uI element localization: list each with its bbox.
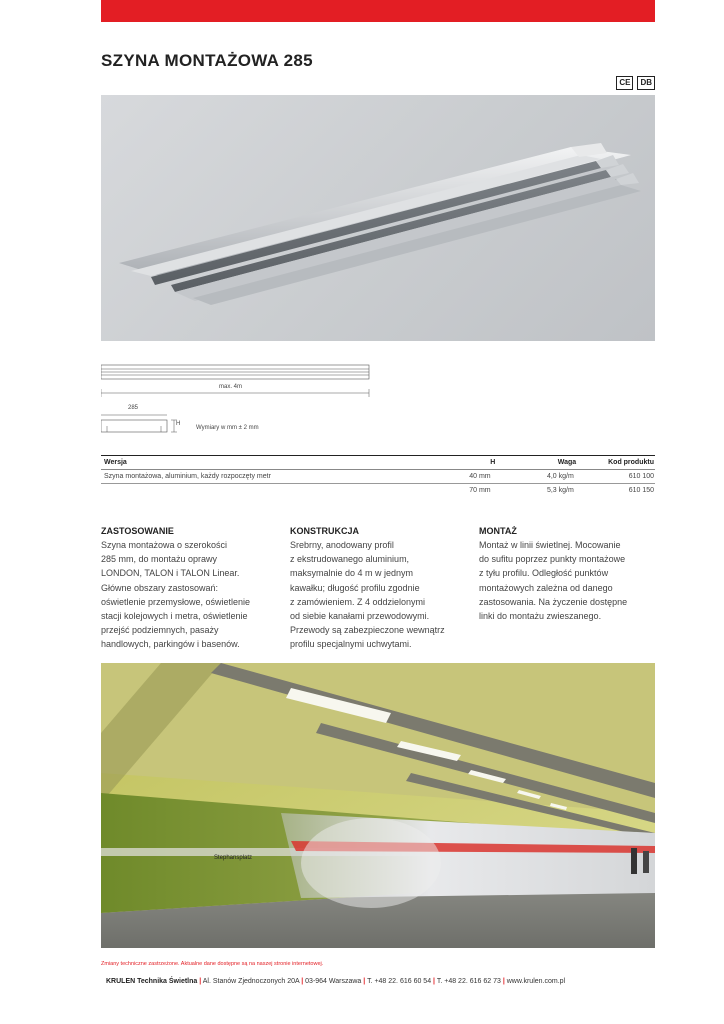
cell-waga: 5,3 kg/m [498,484,581,497]
section-line: z tyłu profilu. Odległość punktów [479,568,609,579]
phone: T. +48 22. 616 60 54 [367,978,432,985]
table-header [101,456,655,470]
section-line: handlowych, parkingów i basenów. [101,639,240,650]
section-line: Srebrny, anodowany profil [290,540,394,550]
separator: | [199,978,202,985]
fax: T. +48 22. 616 62 73 [436,978,501,985]
section-montaz [479,524,649,623]
cell-wersja [101,484,413,497]
city: 03-964 Warszawa [305,978,362,985]
company-name: KRULEN Technika Świetlna [106,978,198,985]
cell-h: 70 mm [413,484,498,497]
cell-kod: 610 100 [628,473,655,480]
address: Al. Stanów Zjednoczonych 20A [202,978,300,985]
h-label: H [176,421,181,427]
col-waga: Waga [557,459,577,466]
section-line: kawałku; długość profilu zgodnie [290,582,420,593]
col-kod: Kod produktu [608,459,654,466]
section-line: Montaż w linii świetlnej. Mocowanie [479,540,621,550]
section-line: do sufitu poprzez punkty montażowe [479,554,626,565]
product-photo [101,95,655,341]
website-link[interactable]: www.krulen.com.pl [506,978,566,985]
section-line: stacji kolejowych i metra, oświetlenie [101,611,248,622]
section-line: montażowych zależna od danego [479,582,613,593]
section-line: 285 mm, do montażu oprawy [101,554,218,565]
section-line: LONDON, TALON i TALON Linear. [101,568,240,579]
cell-waga: 4,0 kg/m [498,470,581,483]
company-footer [106,978,565,985]
page-title: SZYNA MONTAŻOWA 285 [101,51,313,70]
section-konstrukcja [290,524,460,652]
section-line: Szyna montażowa o szerokości [101,540,228,550]
section-line: od siebie kanałami przewodowymi. [290,611,430,622]
station-sign: Stephansplatz [214,855,253,861]
section-line: z ekstrudowanego aluminium, [290,554,410,565]
section-line: maksymalnie do 4 m w jednym [290,568,414,579]
section-line: oświetlenie przemysłowe, oświetlenie [101,596,251,607]
section-line: przejść podziemnych, pasaży [101,625,219,636]
section-heading: ZASTOSOWANIE [101,526,174,536]
separator: | [363,978,366,985]
section-line: z zamówieniem. Z 4 oddzielonymi [290,596,426,607]
disclaimer: Zmiany techniczne zastrzeżone. Aktualne dane dostępne są na naszej stronie internetowej. [101,961,324,967]
dimensions-note: Wymiary w mm ± 2 mm [196,425,259,431]
db-mark-icon: DB [637,76,655,90]
section-line: zastosowania. Na życzenie dostępne [479,596,628,607]
separator: | [502,978,505,985]
section-zastosowanie [101,524,271,652]
section-line: profilu specjalnymi uchwytami. [290,639,412,650]
max-length-label: max. 4m [219,384,243,390]
metro-station-photo [101,663,655,948]
table-row [101,470,655,484]
col-wersja: Wersja [104,459,127,466]
product-table [101,455,655,497]
certification-marks [616,76,655,90]
separator: | [433,978,436,985]
section-line: linki do montażu zwieszanego. [479,611,602,622]
section-heading: MONTAŻ [479,526,517,536]
section-heading: KONSTRUKCJA [290,526,360,536]
width-label: 285 [128,405,139,411]
ce-mark-icon: CE [616,76,633,90]
cell-kod: 610 150 [628,487,655,494]
col-h: H [490,459,496,466]
cell-h: 40 mm [413,470,498,483]
cell-wersja: Szyna montażowa, aluminium, każdy rozpoczęty metr [101,470,413,483]
separator: | [301,978,304,985]
section-line: Przewody są zabezpieczone wewnątrz [290,625,445,636]
header-red-bar [101,0,655,22]
table-row [101,484,655,497]
section-line: Główne obszary zastosowań: [101,582,219,593]
